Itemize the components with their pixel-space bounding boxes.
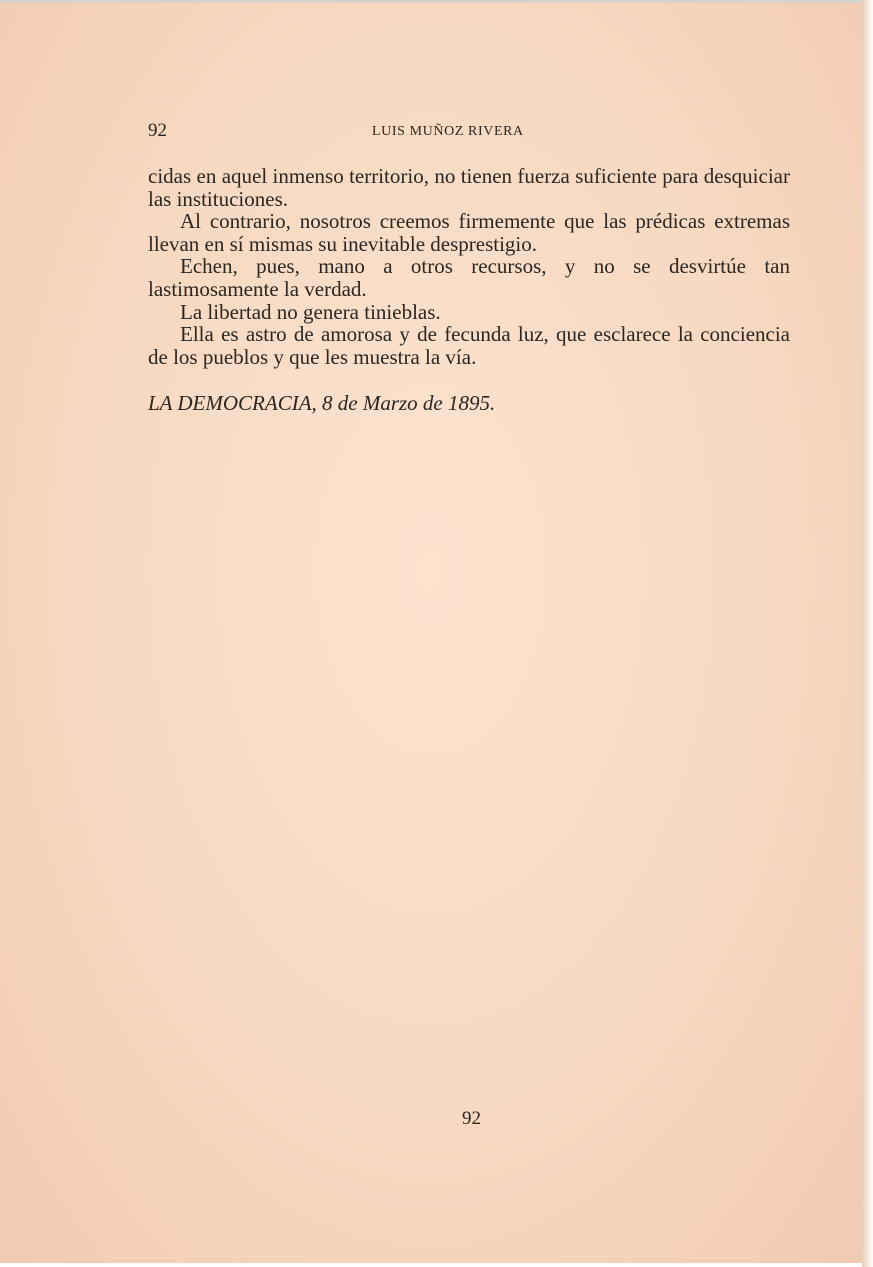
paragraph: La libertad no genera tinieblas. [180,299,441,324]
paragraph-continuation: cidas en aquel inmenso territorio, no tienen fuerza suficiente para desquiciar las instituciones. [148,164,790,211]
running-head [148,120,788,144]
paragraph: Al contrario, nosotros creemos firmemente que las prédicas extremas llevan en sí mismas su inevitable desprestigio. [148,209,790,256]
footer-folio: 92 [462,1108,481,1129]
running-title: LUIS MUÑOZ RIVERA [372,124,524,139]
paragraph: Ella es astro de amorosa y de fecunda luz, que esclarece la conciencia de los pueblos y que les muestra la vía. [148,322,790,369]
page-edge-shadow [862,0,873,1267]
source-citation: LA DEMOCRACIA, 8 de Marzo de 1895. [148,391,496,415]
header-page-number: 92 [148,120,167,141]
paragraph: Echen, pues, mano a otros recursos, y no se desvirtúe tan lastimosamente la verdad. [148,254,790,301]
body-text [148,165,790,368]
